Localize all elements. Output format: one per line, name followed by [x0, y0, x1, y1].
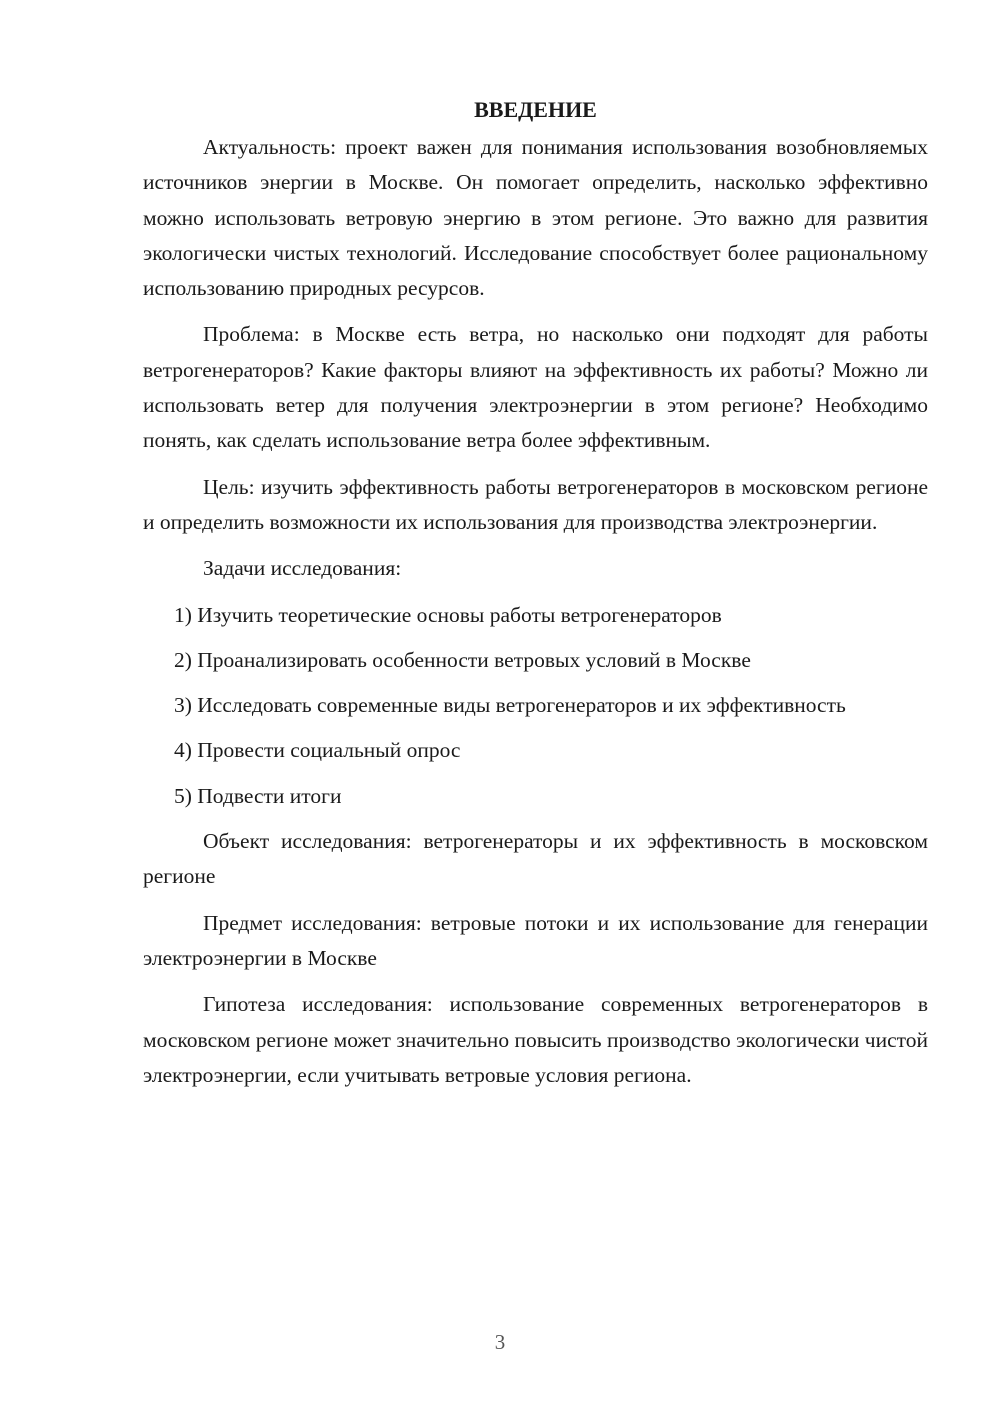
paragraph-tasks-heading: Задачи исследования:	[203, 556, 402, 581]
task-item-3: 3) Исследовать современные виды ветрогенераторов и их эффективность	[174, 693, 846, 718]
paragraph-relevance: Актуальность: проект важен для понимания использования возобновляемых источников энергии в Москве. Он помогает определить, насколько эффективно можно использовать ветровую энергию в этом регионе. Это важно для развития экологически чистых технологий. Исследование способствует более рациональному использованию природных ресурсов.	[143, 135, 928, 301]
paragraph-problem: Проблема: в Москве есть ветра, но насколько они подходят для работы ветрогенераторов? Какие факторы влияют на эффективность их работы? Можно ли использовать ветер для получения электроэнергии в этом регионе? Необходимо понять, как сделать использование ветра более эффективным.	[143, 322, 928, 453]
task-item-2: 2) Проанализировать особенности ветровых условий в Москве	[174, 647, 751, 672]
paragraph-subject: Предмет исследования: ветровые потоки и их использование для генерации электроэнергии в Москве	[143, 910, 928, 970]
task-item-5: 5) Подвести итоги	[174, 783, 342, 808]
task-item-1: 1) Изучить теоретические основы работы ветрогенераторов	[174, 602, 722, 627]
paragraph-hypothesis: Гипотеза исследования: использование современных ветрогенераторов в московском регионе может значительно повысить производство экологически чистой электроэнергии, если учитывать ветровые условия региона.	[143, 992, 928, 1087]
paragraph-object: Объект исследования: ветрогенераторы и их эффективность в московском регионе	[143, 829, 928, 889]
section-title: ВВЕДЕНИЕ	[474, 97, 597, 122]
page-number: 3	[494, 1330, 506, 1354]
paragraph-goal: Цель: изучить эффективность работы ветрогенераторов в московском регионе и определить возможности их использования для производства электроэнергии.	[143, 474, 928, 534]
task-item-4: 4) Провести социальный опрос	[174, 738, 461, 763]
document-page	[143, 92, 928, 1104]
